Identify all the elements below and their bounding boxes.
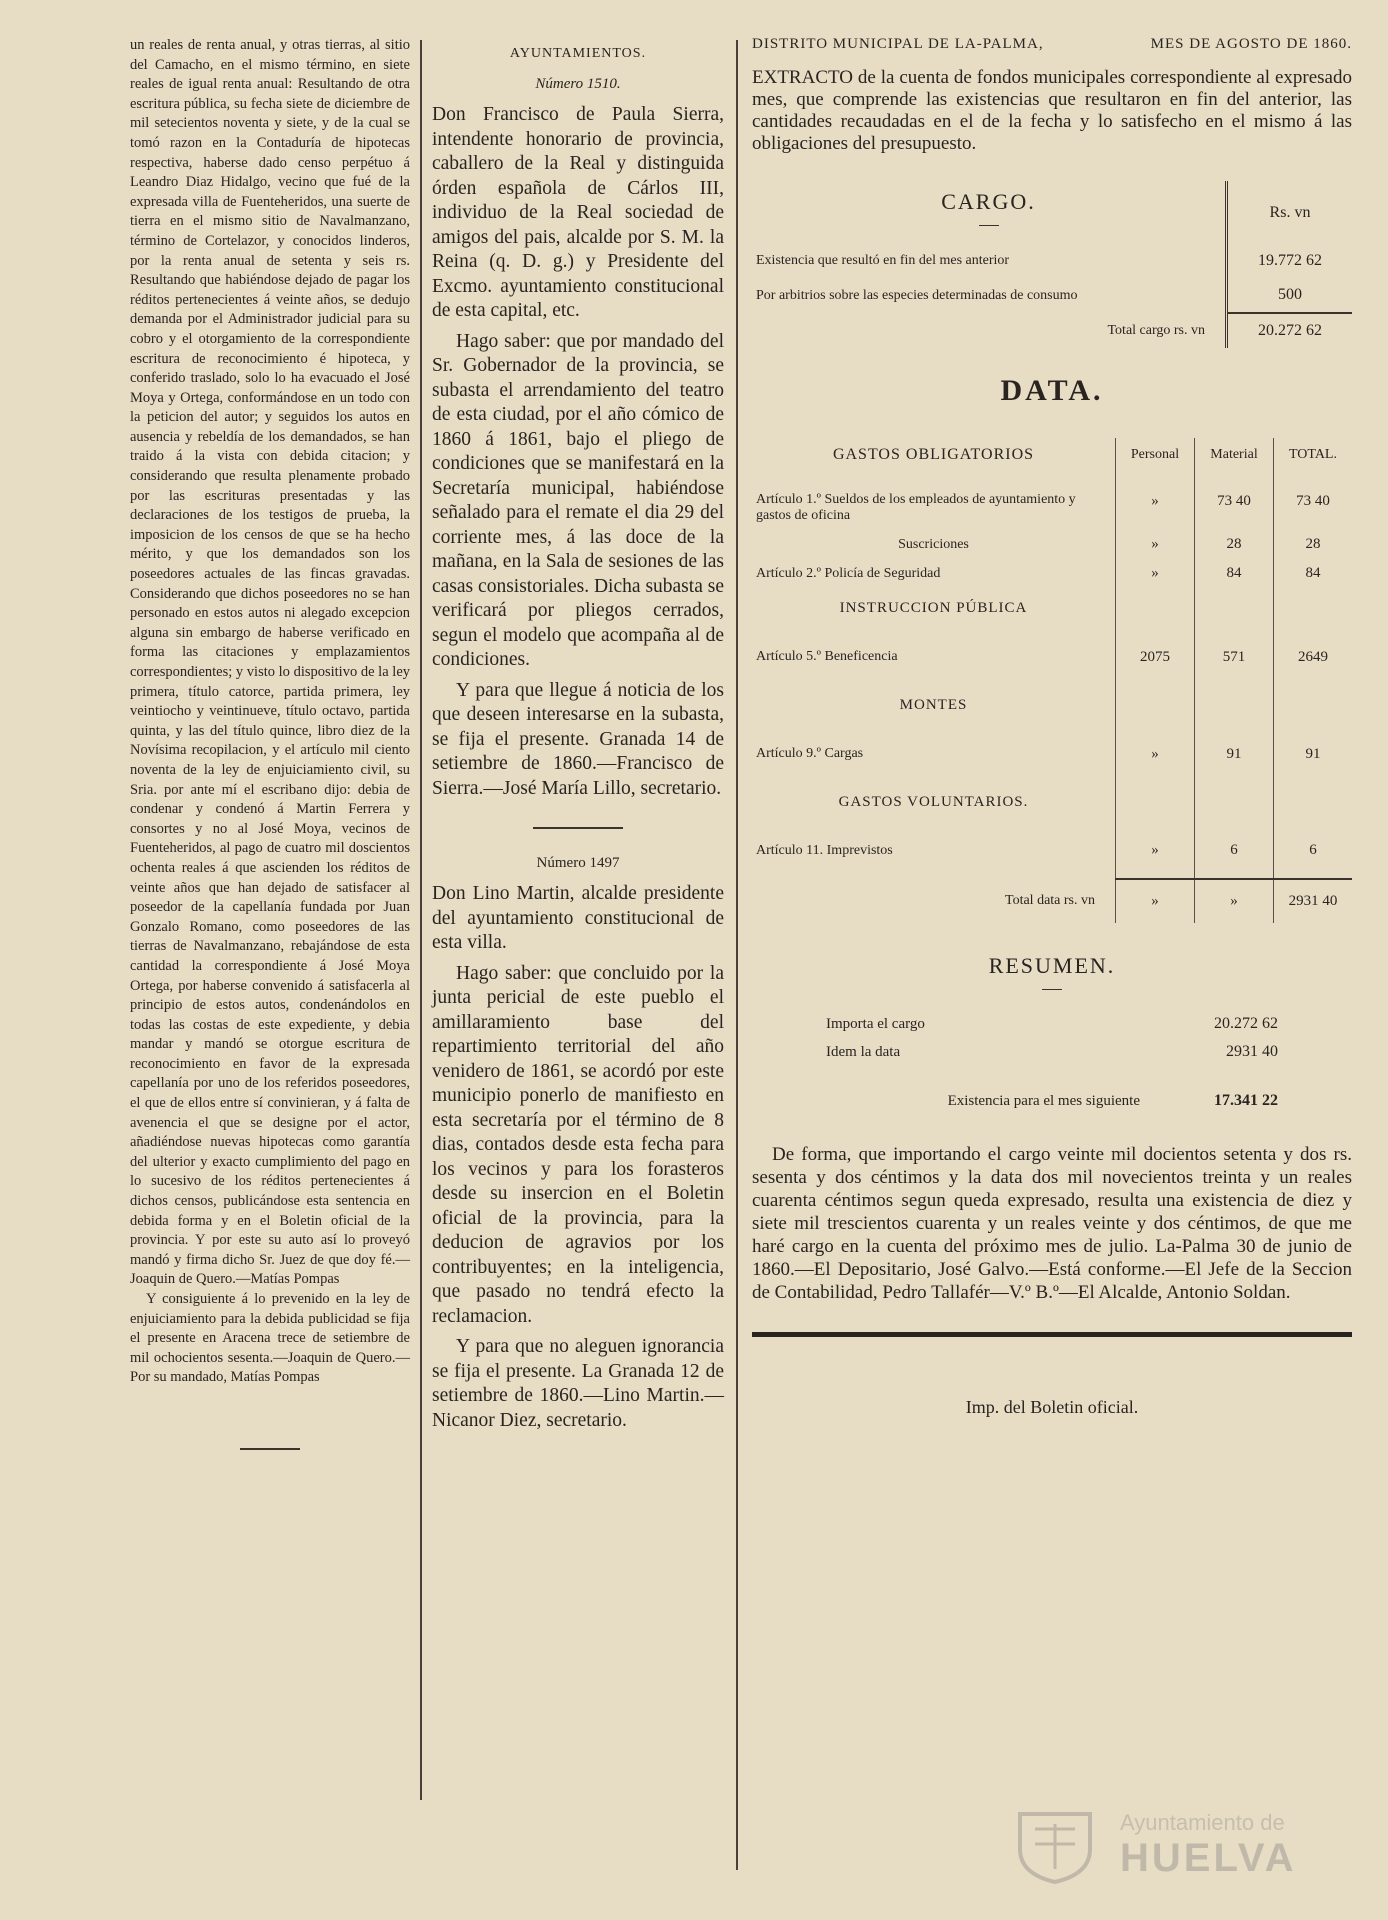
- total-cell: 28: [1274, 530, 1353, 559]
- personal-cell: »: [1116, 559, 1195, 588]
- table-row: [752, 530, 1352, 559]
- row-label: Total cargo rs. vn: [1107, 322, 1205, 338]
- column-divider: [420, 40, 422, 1800]
- total-cell: 73 40: [1274, 472, 1353, 530]
- row-label: Por arbitrios sobre las especies determinadas de consumo: [756, 287, 1078, 303]
- table-row: [752, 823, 1352, 879]
- row-label: Total data rs. vn: [1005, 893, 1095, 908]
- notice-body: [432, 103, 724, 801]
- section-label: GASTOS VOLUNTARIOS.: [838, 794, 1029, 810]
- row-label: Artículo 2.º Policía de Seguridad: [756, 565, 941, 581]
- section-row: [752, 782, 1352, 823]
- material-cell: 73 40: [1195, 472, 1274, 530]
- personal-cell: »: [1116, 879, 1195, 923]
- row-amount: 20.272 62: [1227, 313, 1353, 348]
- empty-cell: [1116, 685, 1195, 726]
- table-row: [752, 313, 1352, 348]
- paragraph: Y para que no aleguen ignorancia se fija el presente. La Granada 12 de setiembre de 1860.—Lino Martin.—Nicanor Diez, secretario.: [432, 1336, 724, 1431]
- paragraph: Hago saber: que concluido por la junta pericial de este pueblo el amillaramiento base del repartimiento territorial del año venidero de 1861, se acordó por este municipio ponerlo de manifiesto en esta secretaría por el término de 8 dias, contados desde esta fecha para los vecinos y para los forasteros desde su insercion en el Boletin oficial de la provincia, para la deducion de agravios por los contribuyentes; en la inteligencia, que pasado no tendrá efecto la reclamacion.: [432, 962, 724, 1327]
- personal-cell: 2075: [1116, 629, 1195, 685]
- table-row: [752, 879, 1352, 923]
- cargo-title-text: CARGO.: [941, 189, 1036, 214]
- row-amount: 19.772 62: [1227, 244, 1353, 278]
- data-table: [752, 438, 1352, 923]
- extract-intro: EXTRACTO de la cuenta de fondos municipales correspondiente al expresado mes, que comprende las existencias que resultaron en fin del anterior, las cantidades recaudadas en el de la fecha y lo satisfecho en el mismo á las obligaciones del presupuesto.: [752, 67, 1352, 154]
- section-heading: AYUNTAMIENTOS.: [509, 46, 647, 61]
- row-value: 2931 40: [1226, 1043, 1278, 1060]
- row-label: Idem la data: [826, 1043, 901, 1060]
- row-value: 17.341 22: [1214, 1092, 1278, 1109]
- watermark-line1: Ayuntamiento de: [1120, 1810, 1285, 1835]
- material-cell: 571: [1195, 629, 1274, 685]
- divider: [752, 1332, 1352, 1337]
- divider: [240, 1448, 300, 1450]
- cargo-title: [752, 181, 1227, 244]
- empty-cell: [1274, 588, 1353, 629]
- table-row: [752, 559, 1352, 588]
- personal-cell: »: [1116, 530, 1195, 559]
- notice-number: Número 1497: [536, 855, 620, 871]
- total-cell: 2649: [1274, 629, 1353, 685]
- column-3: [752, 36, 1352, 1418]
- row-value: 20.272 62: [1214, 1015, 1278, 1032]
- total-cell: 2931 40: [1274, 879, 1353, 923]
- empty-cell: [1195, 782, 1274, 823]
- row-label: Artículo 9.º Cargas: [756, 746, 864, 761]
- empty-cell: [1274, 685, 1353, 726]
- table-row: [752, 244, 1352, 278]
- table-row: [752, 472, 1352, 530]
- paragraph: un reales de renta anual, y otras tierras, al sitio del Camacho, en el mismo término, en siete reales de igual renta anual: Resultando de otra escritura pública, su fecha siete de diciembre de mil setecientos noventa y siete, y de la cual se tomó razon en la Contaduría de hipotecas respectiva, haberse dado censo perpétuo á Leandro Diaz Hidalgo, vecino que fué de la expresada villa de Fuenteheridos, una suerte de tierra en el mismo sitio de Navalmanzano, término de Cortelazor, y conocidos linderos, por la renta anual de setenta y seis rs. Resultando que habiéndose dejado de pagar los réditos pertenecientes á veinte años, se dedujo demanda por el Administrador judicial para su cobro y el otorgamiento de la correspondiente escritura de reconocimiento é hipoteca, y conferido traslado, solo lo ha evacuado el José Moya y Ortega, conformándose en un todo con la peticion del autor; y seguidos los autos en ausencia y rebeldía de los demandados, se han traido á la vista con debida citacion; y considerando que resulta plenamente probado por las escrituras presentadas y las declaraciones de los testigos de prueba, la imposicion de los censos de que se ha hecho mérito, y que los demandados son los poseedores actuales de las fincas gravadas. Considerando que dichos poseedores no se han personado en estos autos ni alegado excepcion alguna sin embargo de haberse verificado en forma las citaciones y emplazamientos correspondientes; y visto lo dispositivo de la ley primera, título catorce, partida primera, ley veintiocho y veintinueve, título octavo, partida quinta, y las del título quince, libro diez de la Novísima recopilacion, y el artículo mil ciento noventa de la ley de enjuiciamiento civil, su Sria. por ante mí el escribano dijo: debia de condenar y condenó á Martin Ferrera y consortes y no al José Moya, vecinos de Fuenteheridos, al pago de cuatro mil doscientos ochenta reales á que ascienden los réditos de veinte años que han dejado de satisfacer al poseedor de la capellanía fundada por Juan Gonzalo Romano, como poseedores de las tierras de Navalmanzano, rebajándose de esta cantidad la correspondiente á José Moya Ortega, por haberse convenido á satisfacerla al principio de estos autos, condenándolos en todas las costas de este expediente, y debia mandar y mandó se otorgue escritura de reconocimiento en favor de la expresada capellanía por uno de los referidos poseedores, el que de ellos entre sí convinieran, y á falta de avenencia el que se designe por el actor, añadiéndose nuevas hipotecas como garantía del ulterior y exacto cumplimiento del pago en lo sucesivo de los réditos pertenecientes á dichos censos, publicándose esta sentencia en debida forma y en el Boletin oficial de la provincia. Y por este su auto así lo proveyó mandó y firma dicho Sr. Juez de que doy fé.—Joaquin de Quero.—Matías Pompas: [130, 37, 410, 1288]
- row-label: Existencia que resultó en fin del mes anterior: [756, 253, 1010, 268]
- row-label: Importa el cargo: [826, 1015, 925, 1032]
- watermark-line2: HUELVA: [1120, 1836, 1297, 1880]
- section-label: INSTRUCCION PÚBLICA: [839, 600, 1028, 616]
- col-header: Material: [1195, 438, 1274, 472]
- divider: [1042, 989, 1062, 990]
- material-cell: 28: [1195, 530, 1274, 559]
- table-row: [822, 1010, 1282, 1038]
- imprint: Imp. del Boletin oficial.: [965, 1397, 1139, 1417]
- col-header: GASTOS OBLIGATORIOS: [832, 446, 1035, 463]
- paragraph: Hago saber: que por mandado del Sr. Gobernador de la provincia, se subasta el arrendamiento del teatro de esta ciudad, por el año cómico de 1860 á 1861, bajo el pliego de condiciones que se manifestará en la Secretaría municipal, habiéndose señalado para el remate el dia 29 del corriente mes, á las doce de la mañana, en la Sala de sesiones de las casas consistoriales. Dicha subasta se verificará por pliegos cerrados, segun el modelo que acompaña al de condiciones.: [432, 330, 724, 670]
- total-cell: 84: [1274, 559, 1353, 588]
- divider: [979, 225, 999, 226]
- resumen-title: RESUMEN.: [988, 953, 1116, 978]
- empty-cell: [1116, 782, 1195, 823]
- col-header: Personal: [1116, 438, 1195, 472]
- row-label: Artículo 1.º Sueldos de los empleados de ayuntamiento y gastos de oficina: [756, 492, 1076, 523]
- paragraph: Don Lino Martin, alcalde presidente del ayuntamiento constitucional de esta villa.: [432, 883, 724, 953]
- row-label: Suscriciones: [898, 536, 969, 552]
- paragraph: Don Francisco de Paula Sierra, intendente honorario de provincia, caballero de la Real y distinguida órden española de Cárlos III, individuo de la Real sociedad de amigos del pais, alcalde por S. M. la Reina (q. D. g.) y Presidente del Excmo. ayuntamiento constitucional de esta capital, etc.: [432, 104, 724, 321]
- city-crest-icon: [1010, 1804, 1100, 1884]
- empty-cell: [1195, 685, 1274, 726]
- col-header: TOTAL.: [1274, 438, 1353, 472]
- empty-cell: [1116, 588, 1195, 629]
- column-divider: [736, 40, 738, 1870]
- material-cell: 91: [1195, 726, 1274, 782]
- section-row: [752, 588, 1352, 629]
- paragraph: Y consiguiente á lo prevenido en la ley de enjuiciamiento para la debida publicidad se fija el presente en Aracena trece de setiembre de mil ochocientos sesenta.—Joaquin de Quero.—Por su mandado, Matías Pompas: [130, 1291, 410, 1386]
- table-row: [822, 1066, 1282, 1115]
- currency-label: Rs. vn: [1227, 181, 1353, 244]
- row-label: Artículo 11. Imprevistos: [756, 843, 893, 858]
- personal-cell: »: [1116, 726, 1195, 782]
- material-cell: »: [1195, 879, 1274, 923]
- paragraph: Y para que llegue á noticia de los que deseen interesarse en la subasta, se fija el presente. Granada 14 de setiembre de 1860.—Francisco de Sierra.—José María Lillo, secretario.: [432, 679, 724, 799]
- divider: [533, 827, 623, 829]
- row-label: Existencia para el mes siguiente: [947, 1092, 1140, 1109]
- closing-paragraph: De forma, que importando el cargo veinte mil docientos setenta y dos rs. sesenta y dos céntimos y la data dos mil novecientos treinta y un reales cuarenta céntimos segun queda expresado, resulta una existencia de diez y siete mil trescientos cuarenta y un reales veinte y dos céntimos, de que me haré cargo en la cuenta del próximo mes de julio. La-Palma 30 de junio de 1860.—El Depositario, José Galvo.—Está conforme.—El Jefe de la Seccion de Contabilidad, Pedro Tallafér—V.º B.º—El Alcalde, Antonio Soldan.: [752, 1144, 1352, 1303]
- column-1: [130, 36, 410, 1476]
- notice-number: Número 1510.: [535, 76, 621, 92]
- row-amount: 500: [1227, 278, 1353, 313]
- column-2: [432, 36, 724, 1439]
- district-header: [752, 36, 1352, 53]
- table-row: [822, 1038, 1282, 1066]
- district-name: DISTRITO MUNICIPAL DE LA-PALMA,: [752, 36, 1044, 52]
- table-row: [752, 278, 1352, 313]
- section-label: MONTES: [899, 697, 968, 713]
- notice-body: [432, 882, 724, 1433]
- material-cell: 6: [1195, 823, 1274, 879]
- personal-cell: »: [1116, 823, 1195, 879]
- material-cell: 84: [1195, 559, 1274, 588]
- cargo-table: [752, 181, 1352, 348]
- personal-cell: »: [1116, 472, 1195, 530]
- watermark: [1010, 1804, 1340, 1884]
- table-row: [752, 629, 1352, 685]
- total-cell: 91: [1274, 726, 1353, 782]
- total-cell: 6: [1274, 823, 1353, 879]
- data-title: DATA.: [1000, 374, 1104, 407]
- resumen-table: [822, 1010, 1282, 1115]
- row-label: Artículo 5.º Beneficencia: [756, 649, 898, 664]
- empty-cell: [1195, 588, 1274, 629]
- month-label: MES DE AGOSTO DE 1860.: [1150, 36, 1352, 52]
- table-header: [752, 438, 1352, 472]
- empty-cell: [1274, 782, 1353, 823]
- table-row: [752, 726, 1352, 782]
- section-row: [752, 685, 1352, 726]
